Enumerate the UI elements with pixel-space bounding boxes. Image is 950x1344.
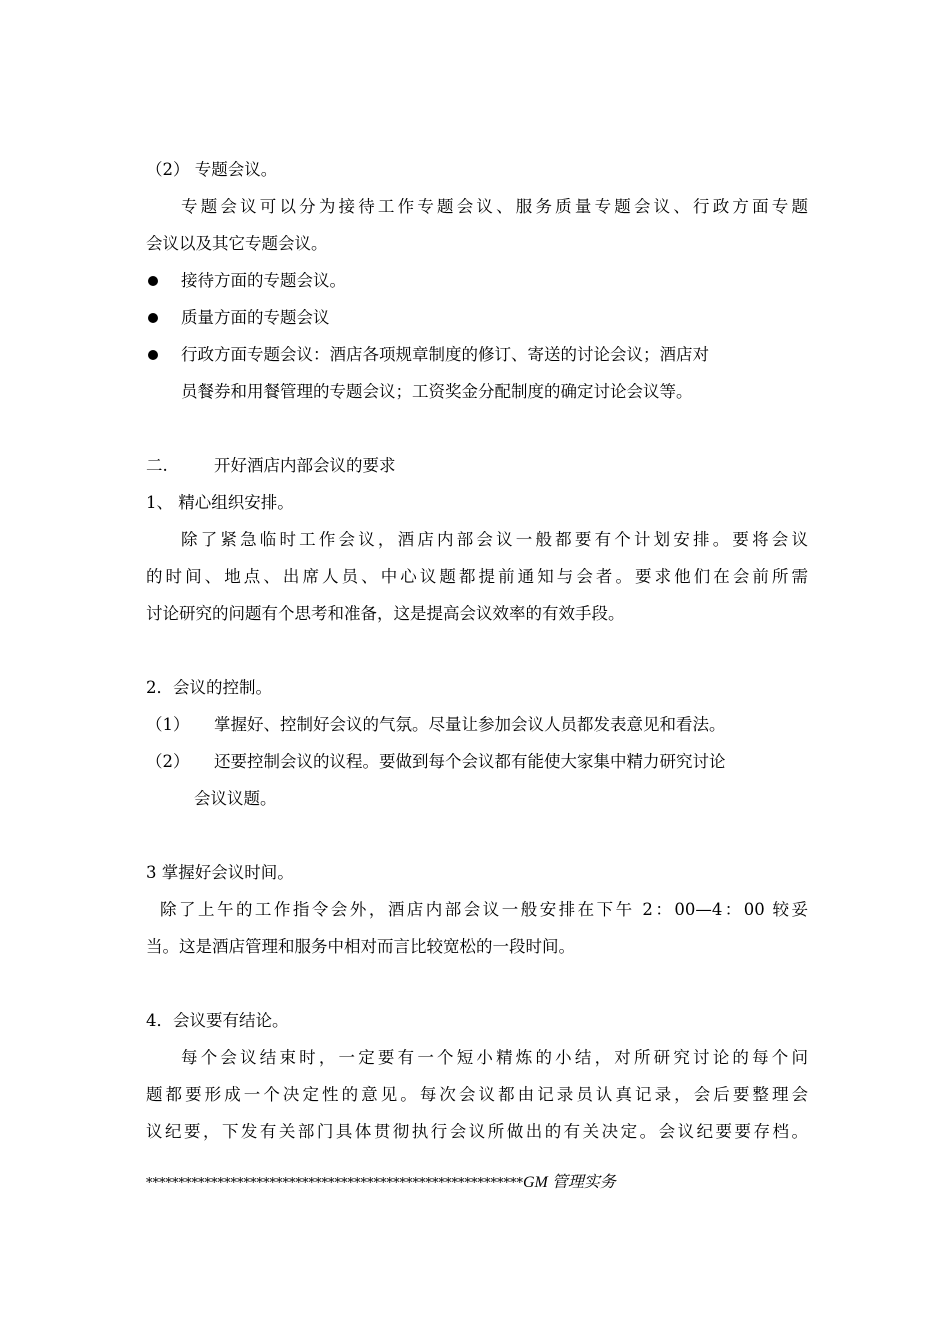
bullet-text: 质量方面的专题会议 [181, 308, 330, 327]
spacer [146, 632, 808, 669]
bullet-item [146, 336, 808, 373]
item-number: （1） [146, 715, 190, 734]
bullet-icon [148, 276, 158, 286]
paragraph-line: 题都要形成一个决定性的意见。每次会议都由记录员认真记录，会后要整理会 [146, 1085, 808, 1104]
item-continuation: 会议议题。 [194, 789, 277, 808]
spacer [146, 965, 808, 1002]
footer [146, 1170, 808, 1196]
paragraph-line: 议纪要，下发有关部门具体贯彻执行会议所做出的有关决定。会议纪要要存档。 [146, 1122, 808, 1141]
section-heading [146, 447, 808, 484]
paragraph-line: 会议以及其它专题会议。 [146, 234, 328, 253]
item-text: 还要控制会议的议程。要做到每个会议都有能使大家集中精力研究讨论 [214, 752, 726, 771]
paragraph-line: 讨论研究的问题有个思考和准备，这是提高会议效率的有效手段。 [146, 604, 625, 623]
section-title: 开好酒店内部会议的要求 [214, 456, 396, 475]
bullet-icon [148, 313, 158, 323]
bullet-text: 行政方面专题会议：酒店各项规章制度的修订、寄送的讨论会议；酒店对 [181, 345, 709, 364]
subsection-heading: 1、 精心组织安排。 [146, 493, 294, 512]
bullet-continuation: 员餐券和用餐管理的专题会议；工资奖金分配制度的确定讨论会议等。 [181, 382, 693, 401]
bullet-icon [148, 350, 158, 360]
footer-separator: ********************************************************** [146, 1176, 523, 1191]
bullet-item [146, 262, 808, 299]
subsection-heading: 4．会议要有结论。 [146, 1011, 289, 1030]
paragraph-line: 除了上午的工作指令会外，酒店内部会议一般安排在下午 2：00—4：00 较妥 [160, 900, 808, 919]
item-number: （2） [146, 752, 190, 771]
spacer [146, 817, 808, 854]
numbered-item [146, 706, 808, 743]
item-text: 掌握好、控制好会议的气氛。尽量让参加会议人员都发表意见和看法。 [214, 715, 726, 734]
footer-brand: GM 管理实务 [523, 1174, 616, 1191]
numbered-item [146, 743, 808, 780]
paragraph-line: 除了紧急临时工作会议，酒店内部会议一般都要有个计划安排。要将会议 [181, 530, 808, 549]
paragraph-line: 的时间、地点、出席人员、中心议题都提前通知与会者。要求他们在会前所需 [146, 567, 808, 586]
bullet-text: 接待方面的专题会议。 [181, 271, 346, 290]
document-body [146, 151, 808, 1150]
subsection-heading: 2．会议的控制。 [146, 678, 272, 697]
paragraph-line: 每个会议结束时，一定要有一个短小精炼的小结，对所研究讨论的每个问 [181, 1048, 808, 1067]
bullet-item [146, 299, 808, 336]
paragraph-line: 专题会议可以分为接待工作专题会议、服务质量专题会议、行政方面专题 [181, 197, 808, 216]
subsection-heading-special-meetings: （2） 专题会议。 [146, 160, 278, 179]
section-number: 二. [146, 456, 168, 475]
subsection-heading: 3 掌握好会议时间。 [146, 863, 294, 882]
spacer [146, 410, 808, 447]
paragraph-line: 当。这是酒店管理和服务中相对而言比较宽松的一段时间。 [146, 937, 575, 956]
